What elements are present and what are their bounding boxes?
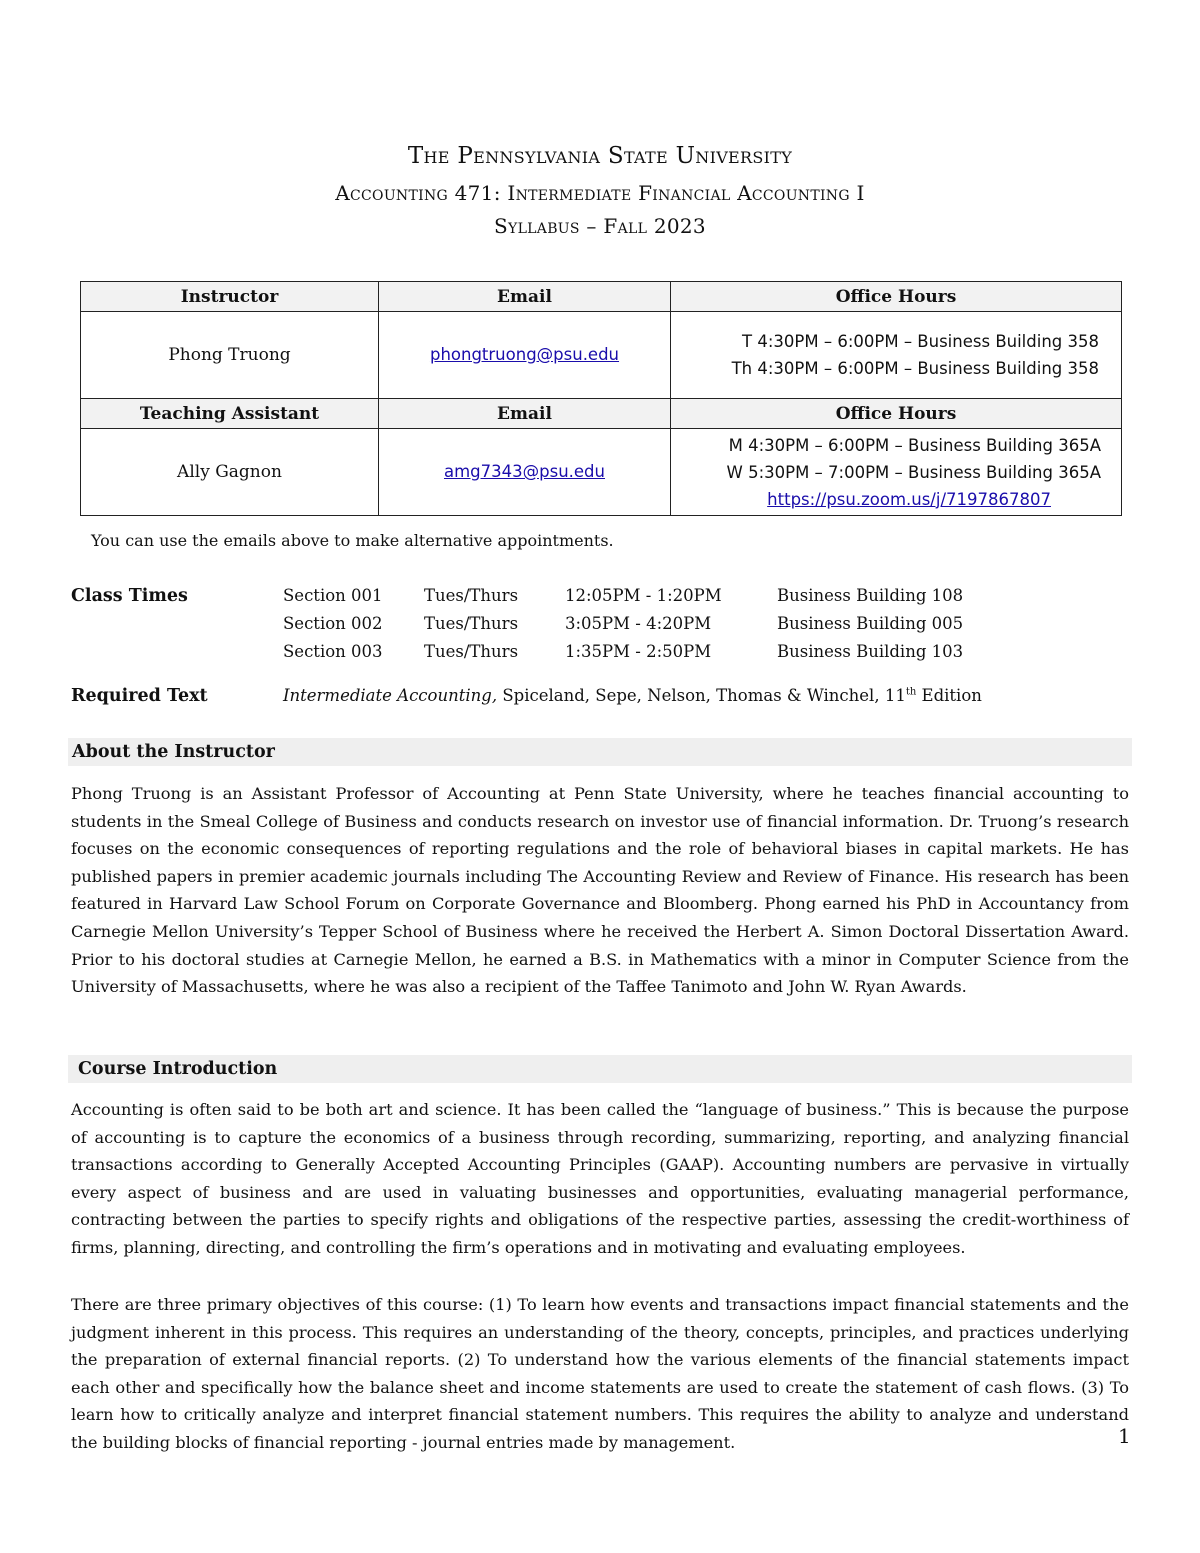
section-number: Section 001 [283, 586, 383, 605]
about-body: Phong Truong is an Assistant Professor of Accounting at Penn State University, where he teaches financial accounting to students in the Smeal College of Business and conducts research on investor use of financial information. Dr. Truong’s research focuses on the economic consequences of reporting regulations and the role of behavioral biases in capital markets. He has published papers in premier academic journals including The Accounting Review and Review of Finance. His research has been featured in Harvard Law School Forum on Corporate Governance and Bloomberg. Phong earned his PhD in Accountancy from Carnegie Mellon University’s Tepper School of Business where he received the Herbert A. Simon Doctoral Dissertation Award. Prior to his doctoral studies at Carnegie Mellon, he earned a B.S. in Mathematics with a minor in Computer Science from the University of Massachusetts, where he was also a recipient of the Taffee Tanimoto and John W. Ryan Awards. [71, 784, 1129, 997]
instructor-header-row [81, 282, 1122, 312]
intro-heading: Course Introduction [68, 1055, 1132, 1083]
ta-name: Ally Gagnon [81, 429, 379, 516]
ta-email-link[interactable]: amg7343@psu.edu [443, 462, 605, 481]
edition-superscript: th [905, 686, 917, 698]
header-office-hours: Office Hours [671, 282, 1122, 312]
ta-header-row [81, 399, 1122, 429]
instructor-hours-line: Th 4:30PM – 6:00PM – Business Building 358 [731, 359, 1099, 378]
header-teaching-assistant: Teaching Assistant [81, 399, 379, 429]
ta-hours-line: M 4:30PM – 6:00PM – Business Building 365A [728, 435, 1101, 455]
section-room: Business Building 103 [777, 642, 964, 661]
section-time: 3:05PM - 4:20PM [565, 614, 712, 633]
instructor-email-link[interactable]: phongtruong@psu.edu [429, 345, 620, 364]
section-time: 12:05PM - 1:20PM [565, 586, 722, 605]
section-number: Section 002 [283, 614, 383, 633]
instructor-hours [671, 312, 1122, 399]
about-heading: About the Instructor [68, 738, 1132, 766]
university-title: The Pennsylvania State University [407, 143, 793, 169]
header-email: Email [379, 399, 671, 429]
instructor-email-cell [379, 312, 671, 399]
instructor-name: Phong Truong [81, 312, 379, 399]
textbook-authors: Spiceland, Sepe, Nelson, Thomas & Winchel, 11 [497, 686, 906, 705]
intro-paragraph-1: Accounting is often said to be both art and science. It has been called the “language of business.” This is because the purpose of accounting is to capture the economics of a business through recording, summarizing, reporting, and analyzing financial transactions according to Generally Accepted Accounting Principles (GAAP). Accounting numbers are pervasive in virtually every aspect of business and are used in valuating businesses and opportunities, evaluating managerial performance, contracting between the parties to specify rights and obligations of the respective parties, assessing the credit-worthiness of firms, planning, directing, and controlling the firm’s operations and in motivating and evaluating employees. [71, 1100, 1129, 1257]
term-title: Syllabus – Fall 2023 [494, 214, 706, 238]
header-office-hours: Office Hours [671, 399, 1122, 429]
ta-email-cell [379, 429, 671, 516]
class-times-label: Class Times [71, 586, 188, 606]
intro-paragraph-2: There are three primary objectives of this course: (1) To learn how events and transactions impact financial statements and the judgment inherent in this process. This requires an understanding of the theory, concepts, principles, and practices underlying the preparation of external financial reports. (2) To understand how the various elements of the financial statements impact each other and specifically how the balance sheet and income statements are used to create the statement of cash flows. (3) To learn how to critically analyze and interpret financial statement numbers. This requires the ability to analyze and understand the building blocks of financial reporting - journal entries made by management. [71, 1295, 1129, 1452]
staff-table [80, 281, 1122, 516]
page-number: 1 [1118, 1424, 1131, 1448]
required-text-label: Required Text [71, 686, 208, 706]
appointment-note: You can use the emails above to make alternative appointments. [91, 531, 614, 550]
section-days: Tues/Thurs [424, 642, 519, 661]
required-text-value [283, 686, 982, 705]
textbook-title: Intermediate Accounting, [283, 686, 498, 705]
textbook-edition: Edition [916, 686, 982, 705]
section-room: Business Building 005 [777, 614, 964, 633]
ta-hours-line: W 5:30PM – 7:00PM – Business Building 365A [726, 462, 1101, 482]
section-room: Business Building 108 [777, 586, 964, 605]
section-time: 1:35PM - 2:50PM [565, 642, 712, 661]
section-days: Tues/Thurs [424, 586, 519, 605]
instructor-hours-line: T 4:30PM – 6:00PM – Business Building 358 [742, 332, 1099, 351]
header-instructor: Instructor [81, 282, 379, 312]
section-days: Tues/Thurs [424, 614, 519, 633]
ta-hours [671, 429, 1122, 516]
header-email: Email [379, 282, 671, 312]
course-title: Accounting 471: Intermediate Financial Accounting I [335, 181, 865, 205]
ta-row [81, 429, 1122, 516]
zoom-link[interactable]: https://psu.zoom.us/j/7197867807 [767, 489, 1051, 509]
section-number: Section 003 [283, 642, 383, 661]
instructor-row [81, 312, 1122, 399]
